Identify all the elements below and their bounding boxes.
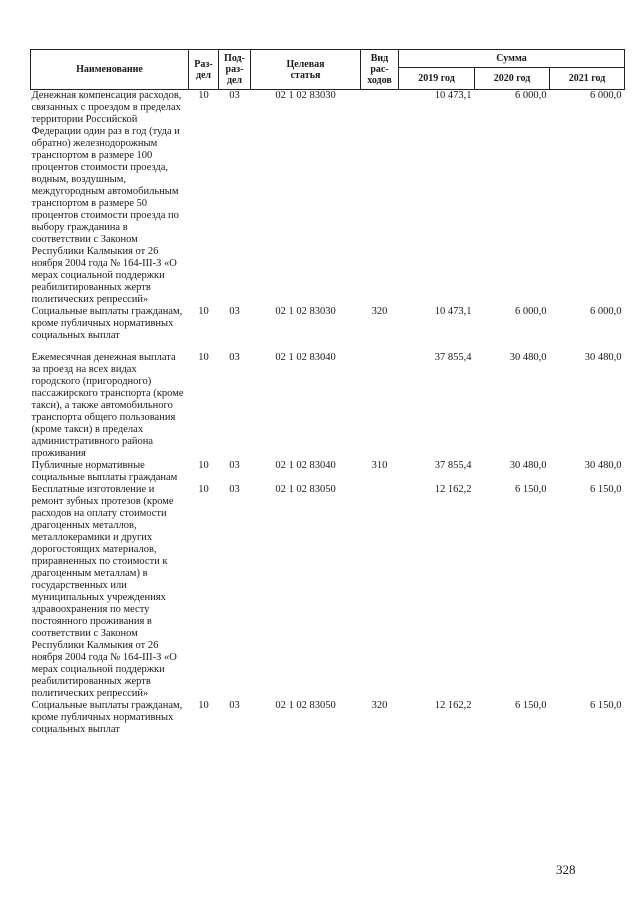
row-podrazdel: 03	[229, 700, 240, 711]
header-2021: 2021 год	[550, 68, 625, 90]
row-name: Публичные нормативные социальные выплаты гражданам	[31, 460, 178, 483]
row-2020: 30 480,0	[509, 352, 547, 363]
row-name: Денежная компенсация расходов, связанных с проездом в пределах территории Российской Федерации один раз в год (туда и обратно) железнодорожным транспортом в размере 100 процентов стоимости проезда, водным, воздушным, междугородным автомобильным транспортом в размере 50 процентов стоимости проезда по выбору гражданина в соответствии с Законом Республики Калмыкия от 26 ноября 2004 года № 164-III-З «О мерах социальной поддержки реабилитированных жертв политических репрессий»	[31, 90, 182, 305]
table-row	[31, 484, 625, 700]
row-2019: 10 473,1	[434, 90, 472, 101]
row-podrazdel: 03	[229, 484, 240, 495]
table-row	[31, 700, 625, 736]
row-vid	[361, 342, 399, 460]
row-podrazdel: 03	[229, 352, 240, 363]
row-target: 02 1 02 83030	[275, 306, 336, 317]
header-summa: Сумма	[399, 50, 625, 68]
row-2021: 6 000,0	[590, 90, 622, 101]
header-razdel: Раз- дел	[189, 50, 219, 90]
header-2019: 2019 год	[399, 68, 475, 90]
row-name: Социальные выплаты гражданам, кроме публичных нормативных социальных выплат	[31, 700, 183, 735]
row-razdel: 10	[198, 352, 209, 363]
row-vid: 310	[371, 460, 388, 471]
row-razdel: 10	[198, 700, 209, 711]
row-vid	[361, 484, 399, 700]
row-2021: 6 000,0	[590, 306, 622, 317]
row-2019: 12 162,2	[434, 484, 472, 495]
row-name: Ежемесячная денежная выплата за проезд на всех видах городского (пригородного) пассажирского транспорта (кроме такси), а также автомобильного транспорта общего пользования (кроме такси) в пределах административного района проживания	[31, 352, 184, 459]
budget-table	[30, 49, 625, 736]
row-vid: 320	[371, 700, 388, 711]
table-row	[31, 342, 625, 460]
row-razdel: 10	[198, 460, 209, 471]
row-2020: 30 480,0	[509, 460, 547, 471]
row-podrazdel: 03	[229, 306, 240, 317]
header-2020: 2020 год	[475, 68, 550, 90]
row-target: 02 1 02 83040	[275, 352, 336, 363]
row-2020: 6 000,0	[515, 90, 547, 101]
row-target: 02 1 02 83050	[275, 700, 336, 711]
row-2021: 6 150,0	[590, 700, 622, 711]
row-target: 02 1 02 83050	[275, 484, 336, 495]
header-name: Наименование	[31, 50, 189, 90]
row-2019: 10 473,1	[434, 306, 472, 317]
row-2021: 6 150,0	[590, 484, 622, 495]
row-2019: 12 162,2	[434, 700, 472, 711]
table-row	[31, 460, 625, 484]
page-number: 328	[556, 862, 576, 877]
header-target: Целевая статья	[251, 50, 361, 90]
header-podrazdel: Под- раз- дел	[219, 50, 251, 90]
row-2020: 6 150,0	[515, 484, 547, 495]
row-2019: 37 855,4	[434, 460, 472, 471]
row-podrazdel: 03	[229, 90, 240, 101]
header-vid: Вид рас- ходов	[361, 50, 399, 90]
row-2021: 30 480,0	[584, 460, 622, 471]
row-target: 02 1 02 83040	[275, 460, 336, 471]
row-2021: 30 480,0	[584, 352, 622, 363]
row-2020: 6 000,0	[515, 306, 547, 317]
table-row	[31, 306, 625, 342]
table-row	[31, 90, 625, 307]
row-target: 02 1 02 83030	[275, 90, 336, 101]
row-razdel: 10	[198, 306, 209, 317]
row-razdel: 10	[198, 484, 209, 495]
row-name: Бесплатные изготовление и ремонт зубных протезов (кроме расходов на оплату стоимости драгоценных металлов, металлокерамики и других дорогостоящих материалов, приравненных по стоимости к драгоценным металлам) в государственных или муниципальных учреждениях здравоохранения по месту постоянного проживания в соответствии с Законом Республики Калмыкия от 26 ноября 2004 года № 164-III-З «О мерах социальной поддержки реабилитированных жертв политических репрессий»	[31, 484, 177, 699]
row-2019: 37 855,4	[434, 352, 472, 363]
row-vid: 320	[371, 306, 388, 317]
row-2020: 6 150,0	[515, 700, 547, 711]
row-name: Социальные выплаты гражданам, кроме публичных нормативных социальных выплат	[31, 306, 183, 341]
row-podrazdel: 03	[229, 460, 240, 471]
row-razdel: 10	[198, 90, 209, 101]
row-vid	[361, 90, 399, 307]
